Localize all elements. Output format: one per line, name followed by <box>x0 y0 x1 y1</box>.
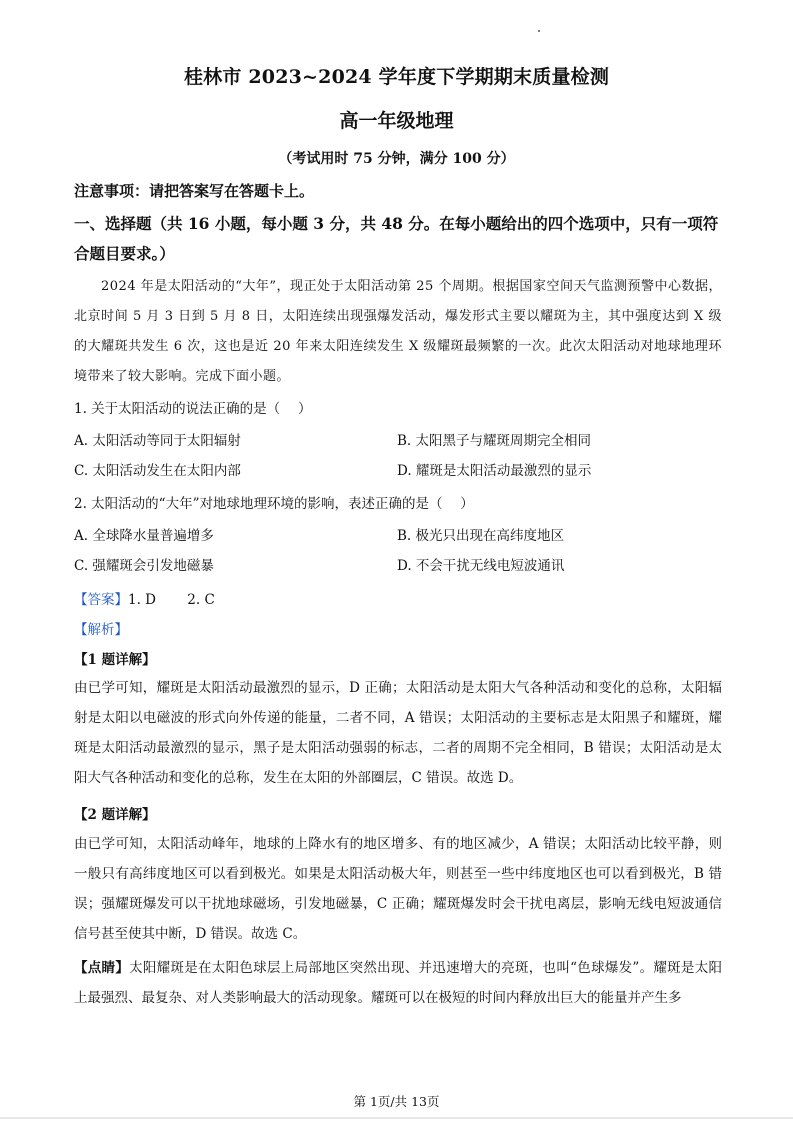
answer-label: 【答案】 <box>74 592 128 608</box>
answer-text: 1. D 2. C <box>128 592 215 608</box>
question-1-stem: 1. 关于太阳活动的说法正确的是（ ） <box>74 401 312 417</box>
exam-subtitle: 高一年级地理 <box>339 110 454 132</box>
analysis-heading <box>74 618 128 638</box>
question-1-option-a: A. 太阳活动等同于太阳辐射 <box>74 433 241 449</box>
tip-text: 太阳耀斑是在太阳色球层上局部地区突然出现、并迅速增大的亮斑，也叫“色球爆发”。耀斑是太阳上最强烈、最复杂、对人类影响最大的活动现象。耀斑可以在极短的时间内释放出巨大的能量并产生多 <box>74 960 722 1006</box>
question-2-option-a: A. 全球降水量普遍增多 <box>74 528 214 544</box>
reading-passage: 2024 年是太阳活动的“大年”，现正处于太阳活动第 25 个周期。根据国家空间天气监测预警中心数据，北京时间 5 月 3 日到 5 月 8 日，太阳连续出现强爆发活动，爆发形式主要以耀斑为主，其中强度达到 X 级的大耀斑共发生 6 次，这也是近 20 年来太阳连续发生 X 级耀斑最频繁的一次。此次太阳活动对地球地理环境带来了较大影响。完成下面小题。 <box>74 279 722 384</box>
question-1-option-d: D. 耀斑是太阳活动最激烈的显示 <box>397 463 592 479</box>
tip-paragraph <box>74 953 722 1013</box>
question-2-stem: 2. 太阳活动的“大年”对地球地理环境的影响，表述正确的是（ ） <box>74 496 474 512</box>
question-1-option-b: B. 太阳黑子与耀斑周期完全相同 <box>397 433 592 449</box>
page-footer: 第 1页/共 13页 <box>353 1094 440 1109</box>
question-2-option-d: D. 不会干扰无线电短波通讯 <box>397 558 565 574</box>
analysis-label: 【解析】 <box>74 622 128 638</box>
tip-label: 【点睛】 <box>74 960 130 976</box>
exam-info: （考试用时 75 分钟，满分 100 分） <box>278 151 515 167</box>
exam-title: 桂林市 2023~2024 学年度下学期期末质量检测 <box>183 66 610 88</box>
notice: 注意事项：请把答案写在答题卡上。 <box>74 182 315 200</box>
question-2-option-b: B. 极光只出现在高纬度地区 <box>397 528 565 544</box>
question-1-option-c: C. 太阳活动发生在太阳内部 <box>74 463 241 479</box>
detail-1-text: 由已学可知，耀斑是太阳活动最激烈的显示，D 正确；太阳活动是太阳大气各种活动和变化的总称，太阳辐射是太阳以电磁波的形式向外传递的能量，二者不同，A 错误；太阳活动的主要标志是太阳黑子和耀斑，耀斑是太阳活动最激烈的显示，黑子是太阳活动强弱的标志，二者的周期不完全相同，B 错误；太阳活动是太阳大气各种活动和变化的总称，发生在太阳的外部圈层，C 错误。故选 D。 <box>74 680 722 786</box>
question-2-option-c: C. 强耀斑会引发地磁暴 <box>74 558 214 574</box>
section-heading: 一、选择题（共 16 小题，每小题 3 分，共 48 分。在每小题给出的四个选项中，只有一项符合题目要求。） <box>74 214 719 263</box>
answer-line <box>74 588 215 608</box>
detail-1-title: 【1 题详解】 <box>74 652 156 668</box>
detail-2-title: 【2 题详解】 <box>74 807 156 823</box>
detail-2-text: 由已学可知，太阳活动峰年，地球的上降水有的地区增多、有的地区减少，A 错误；太阳活动比较平静，则一般只有高纬度地区可以看到极光。如果是太阳活动极大年，则甚至一些中纬度地区也可以看到极光，B 错误；强耀斑爆发可以干扰地球磁场，引发地磁暴，C 正确；耀斑爆发时会干扰电离层，影响无线电短波通信信号甚至使其中断，D 错误。故选 C。 <box>74 836 722 942</box>
scan-dot <box>538 30 540 32</box>
bottom-divider <box>0 1117 793 1119</box>
